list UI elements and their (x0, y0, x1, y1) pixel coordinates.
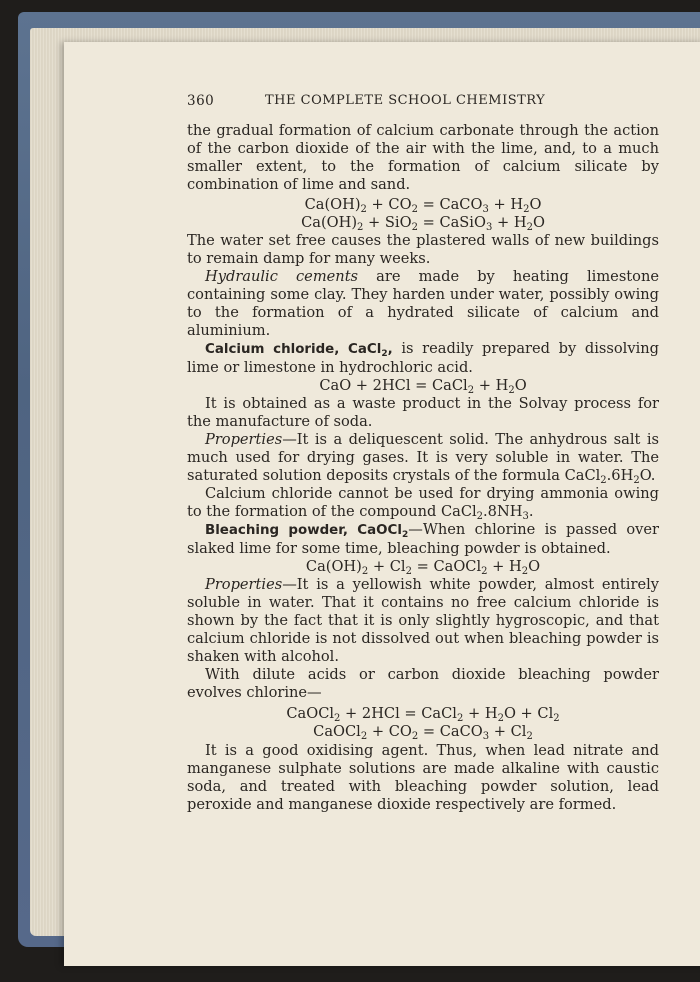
equation: CaO + 2HCl = CaCl$_2$ + $H_2O$ (319, 377, 527, 396)
paragraph: Bleaching powder, CaOCl$_2$—When chlorine is passed over slaked lime for some time, bleaching powder is obtained. (187, 521, 660, 557)
equation: $Ca(OH)_2 + SiO_2$ = CaSiO$_3$ + $H_2O$ (301, 214, 545, 233)
paragraph: Calcium chloride cannot be used for drying ammonia owing to the formation of the compound $CaCl_2.8NH_3$. (187, 485, 659, 522)
section-heading: Bleaching powder, CaOCl$_2$ (205, 523, 409, 540)
italic-term: Properties (205, 431, 283, 448)
paragraph: Calcium chloride, CaCl$_2$, is readily prepared by dissolving lime or limestone in hydrochloric acid. (187, 340, 659, 376)
paragraph: With dilute acids or carbon dioxide bleaching powder evolves chlorine— (187, 666, 659, 701)
running-title: THE COMPLETE SCHOOL CHEMISTRY (265, 93, 546, 108)
equation: CaOCl$_2$ + 2HCl = CaCl$_2$ + $H_2O + Cl_2$ (286, 705, 560, 724)
page-text (187, 92, 659, 814)
paragraph: The water set free causes the plastered walls of new buildings to remain damp for many weeks. (187, 232, 659, 267)
page-number: 360 (187, 93, 215, 109)
paragraph: the gradual formation of calcium carbonate through the action of the carbon dioxide of the air with the lime, and, to a much smaller extent, to the formation of calcium silicate by combination of lime and sand. (187, 122, 659, 193)
paragraph: Hydraulic cements are made by heating limestone containing some clay. They harden under water, possibly owing to the formation of a hydrated silicate of calcium and aluminium. (187, 268, 659, 339)
paragraph: Properties—It is a deliquescent solid. The anhydrous salt is much used for drying gases. It is very soluble in water. The saturated solution deposits crystals of the formula $CaCl_2.6H_2O$. (187, 431, 659, 486)
paragraph: It is a good oxidising agent. Thus, when lead nitrate and manganese sulphate solutions are made alkaline with caustic soda, and treated with bleaching powder solution, lead peroxide and manganese dioxide respectively are formed. (187, 742, 659, 813)
paragraph: It is obtained as a waste product in the Solvay process for the manufacture of soda. (187, 395, 659, 430)
italic-term: Properties (205, 576, 283, 593)
running-head (187, 92, 659, 110)
equation: CaOCl$_2$ + $CO_2$ = CaCO$_3$ + $Cl_2$ (313, 723, 533, 742)
paragraph: Properties—It is a yellowish white powder, almost entirely soluble in water. That it contains no free calcium chloride is shown by the fact that it is only slightly hygroscopic, and that calcium chloride is not dissolved out when bleaching powder is shaken with alcohol. (187, 576, 659, 665)
italic-term: Hydraulic cements (205, 268, 359, 285)
equation: $Ca(OH)_2 + CO_2$ = CaCO$_3$ + $H_2O$ (304, 196, 542, 215)
equation: $Ca(OH)_2 + Cl_2$ = CaOCl$_2$ + $H_2O$ (305, 558, 541, 577)
section-heading: Calcium chloride, CaCl$_2$, (205, 342, 393, 359)
